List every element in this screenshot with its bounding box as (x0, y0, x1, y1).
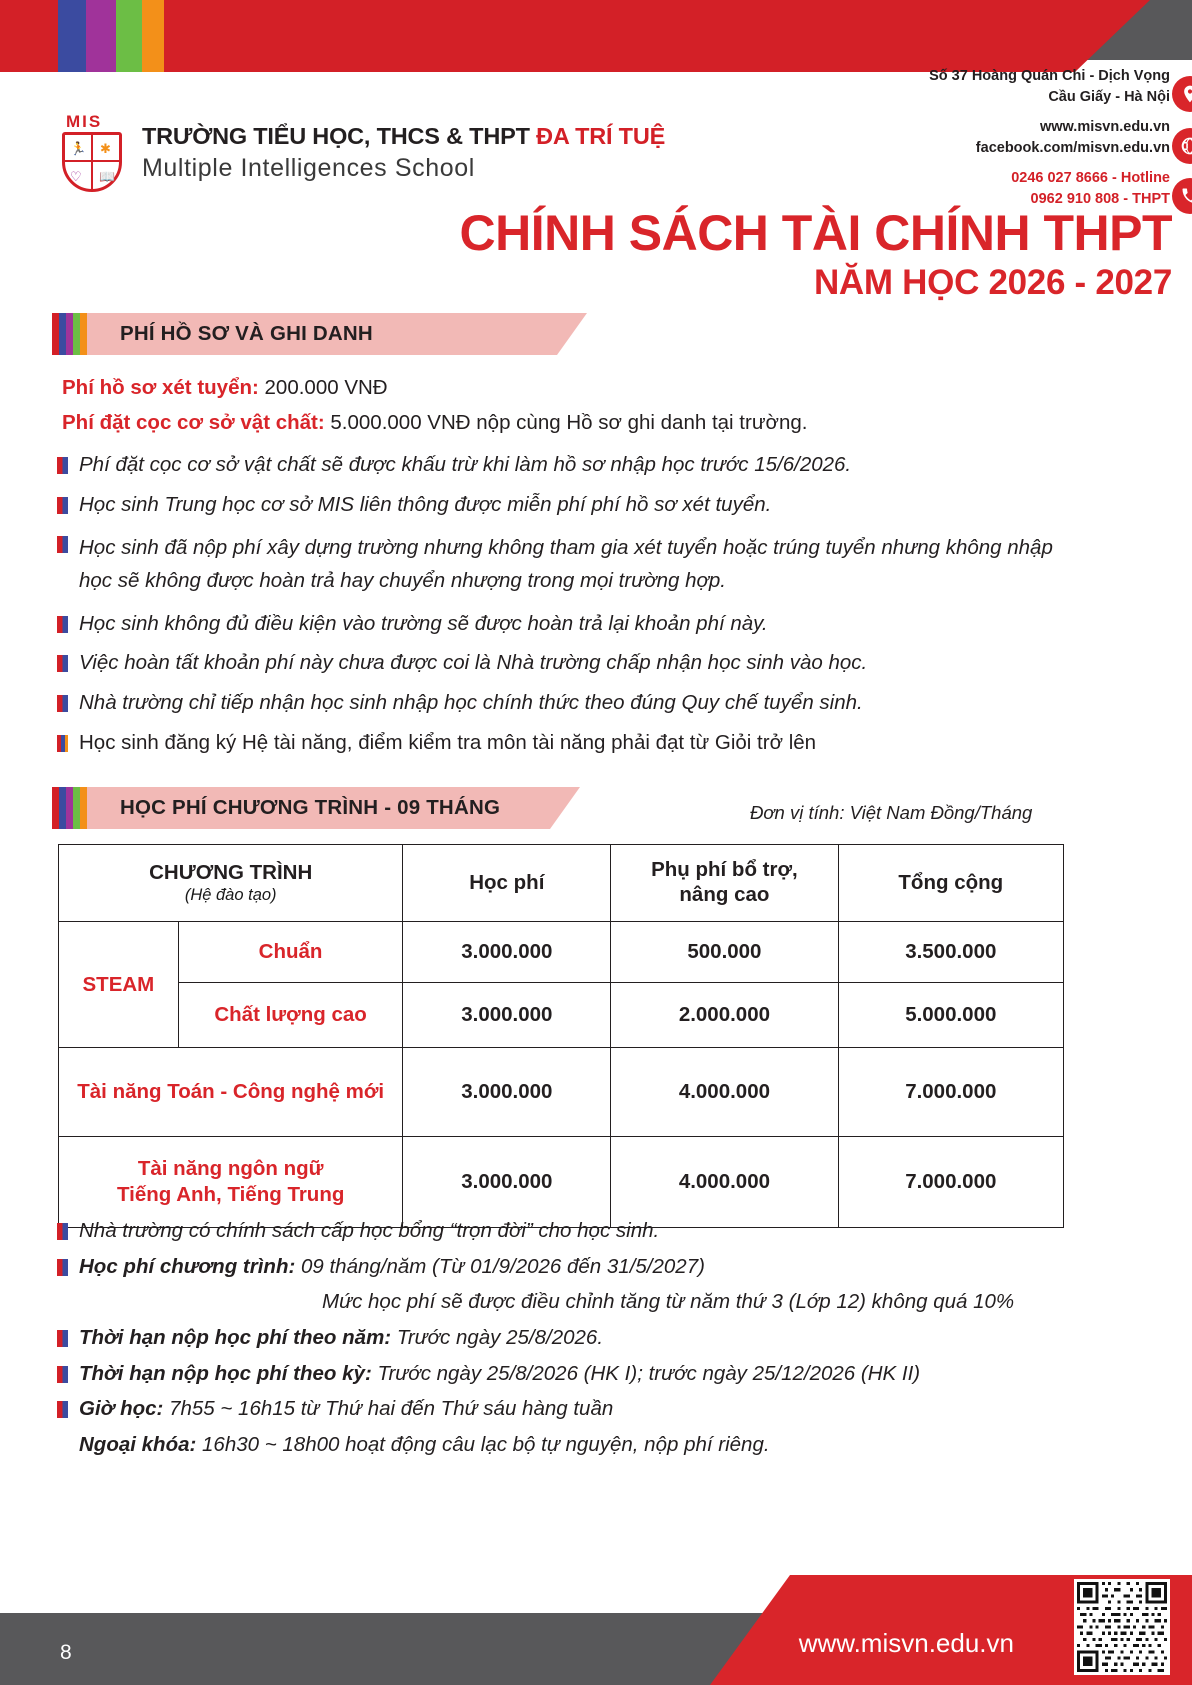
bullet-marker-icon (57, 457, 68, 474)
list-item (57, 1432, 1137, 1459)
cell-total: 3.500.000 (905, 940, 997, 963)
table-row (59, 1048, 1064, 1137)
contact-hotline: 0246 027 8666 - Hotline (1011, 170, 1170, 187)
cell-program: Chuẩn (258, 940, 323, 964)
list-item (57, 611, 1067, 638)
note-label: Giờ học: (79, 1397, 164, 1421)
cell-program-l1: Tài năng ngôn ngữ (137, 1157, 324, 1181)
school-name-vi-part1: TRƯỜNG TIỂU HỌC, THCS & THPT (142, 123, 537, 149)
list-item (57, 531, 1067, 597)
cell-program: Chất lượng cao (214, 1003, 367, 1027)
cell-total: 7.000.000 (905, 1080, 997, 1103)
globe-icon (1172, 128, 1192, 164)
col-header-program-sub: (Hệ đào tạo) (184, 886, 277, 905)
header-contact-block (840, 66, 1170, 219)
qr-code-icon (1074, 1579, 1170, 1675)
note-label: Học phí chương trình: (79, 1254, 296, 1278)
fee-deposit-line (62, 410, 808, 436)
fee-deposit-label: Phí đặt cọc cơ sở vật chất: (62, 411, 325, 434)
contact-facebook[interactable]: facebook.com/misvn.edu.vn (975, 140, 1170, 157)
cell-total: 7.000.000 (905, 1170, 997, 1193)
bullet-text: Việc hoàn tất khoản phí này chưa được coi là Nhà trường chấp nhận học sinh vào học. (79, 651, 868, 675)
top-decorative-banner (0, 0, 1192, 72)
bullet-marker-icon (57, 497, 68, 514)
table-row (59, 1137, 1064, 1228)
table-header-row (59, 845, 1064, 922)
fee-application-value: 200.000 VNĐ (258, 376, 388, 399)
bullet-text: Nhà trường chỉ tiếp nhận học sinh nhập học chính thức theo đúng Quy chế tuyển sinh. (79, 690, 863, 714)
location-pin-icon (1172, 76, 1192, 112)
list-item (57, 1396, 1137, 1423)
cell-tuition: 3.000.000 (461, 1003, 553, 1026)
bullet-text: Học sinh không đủ điều kiện vào trường sẽ được hoàn trả lại khoản phí này. (79, 611, 768, 635)
list-item (57, 1218, 1137, 1245)
list-item (57, 452, 1067, 479)
banner-red-shape (0, 0, 1192, 72)
table-row (59, 983, 1064, 1048)
page-number: 8 (60, 1641, 72, 1664)
note-text: Nhà trường có chính sách cấp học bổng “trọn đời” cho học sinh. (79, 1219, 660, 1242)
section2-heading: HỌC PHÍ CHƯƠNG TRÌNH - 09 THÁNG (120, 796, 501, 819)
bullet-marker-icon (57, 1259, 68, 1276)
list-item (57, 1289, 1137, 1316)
col-header-tuition: Học phí (469, 870, 545, 894)
note-label: Thời hạn nộp học phí theo năm: (79, 1325, 392, 1349)
page-title: CHÍNH SÁCH TÀI CHÍNH THPT (459, 205, 1172, 261)
school-name-vi-part2: ĐA TRÍ TUỆ (536, 123, 666, 149)
contact-website[interactable]: www.misvn.edu.vn (1040, 119, 1170, 136)
list-item (57, 730, 1067, 757)
cell-surcharge: 4.000.000 (678, 1170, 771, 1193)
bullet-text: Học sinh Trung học cơ sở MIS liên thông được miễn phí phí hồ sơ xét tuyển. (79, 492, 772, 516)
note-text: Trước ngày 25/8/2026 (HK I); trước ngày 25/12/2026 (HK II) (371, 1361, 921, 1385)
bullet-marker-icon (57, 735, 68, 752)
phone-icon (1172, 178, 1192, 214)
col-header-total: Tổng cộng (898, 870, 1004, 894)
cell-tuition: 3.000.000 (461, 1170, 553, 1193)
note-text: Trước ngày 25/8/2026. (391, 1325, 604, 1349)
school-name-en: Multiple Intelligences School (142, 154, 475, 182)
section2-notes-list (57, 1218, 1137, 1458)
shield-emblem-icon (62, 112, 128, 194)
table-row (59, 922, 1064, 983)
school-name-vi (142, 123, 665, 150)
page-footer (0, 1575, 1192, 1685)
bullet-marker-icon (57, 1366, 68, 1383)
bullet-text: Phí đặt cọc cơ sở vật chất sẽ được khấu trừ khi làm hồ sơ nhập học trước 15/6/2026. (79, 453, 852, 476)
cell-surcharge: 2.000.000 (678, 1003, 771, 1026)
bullet-marker-icon (57, 695, 68, 712)
contact-address-line2: Cầu Giấy - Hà Nội (1048, 89, 1170, 106)
fee-application-line (62, 375, 388, 401)
col-header-program: CHƯƠNG TRÌNH (149, 860, 313, 884)
page-subtitle: NĂM HỌC 2026 - 2027 (813, 263, 1172, 302)
col-header-surcharge-l1: Phụ phí bổ trợ, (651, 858, 798, 882)
list-item (57, 492, 1067, 519)
bullet-text: Học sinh đăng ký Hệ tài năng, điểm kiểm tra môn tài năng phải đạt từ Giỏi trở lên (79, 730, 817, 754)
note-text: 7h55 ~ 16h15 từ Thứ hai đến Thứ sáu hàng tuần (163, 1397, 614, 1421)
cell-surcharge: 500.000 (687, 940, 762, 963)
section-banner-tuition (52, 787, 580, 829)
heart-icon: ♡ (70, 169, 82, 184)
note-text: Mức học phí sẽ được điều chỉnh tăng từ năm thứ 3 (Lớp 12) không quá 10% (322, 1290, 1015, 1314)
contact-address-line1: Số 37 Hoàng Quán Chi - Dịch Vọng (929, 68, 1170, 84)
bullet-marker-icon (57, 1330, 68, 1347)
note-label: Ngoại khóa: (79, 1432, 197, 1456)
school-logo (62, 112, 665, 194)
list-item (57, 650, 1067, 677)
fee-deposit-value: 5.000.000 VNĐ nộp cùng Hồ sơ ghi danh tại trường. (324, 411, 808, 434)
tuition-fee-table (58, 844, 1064, 1228)
runner-icon: 🏃 (70, 141, 87, 156)
mis-monogram: MIS (66, 112, 103, 131)
book-icon: 📖 (99, 169, 116, 184)
contact-phone-thpt: 0962 910 808 - THPT (1030, 191, 1170, 208)
note-text: 09 tháng/năm (Từ 01/9/2026 đến 31/5/2027) (295, 1254, 705, 1278)
note-text: 16h30 ~ 18h00 hoạt động câu lạc bộ tự nguyện, nộp phí riêng. (196, 1432, 770, 1456)
cell-tuition: 3.000.000 (461, 1080, 553, 1103)
col-header-surcharge-l2: nâng cao (679, 883, 770, 906)
bullet-marker-icon (57, 1223, 68, 1240)
star-icon: ✱ (100, 141, 111, 156)
list-item (57, 1361, 1137, 1388)
section1-bullet-list (57, 452, 1067, 756)
fee-application-label: Phí hồ sơ xét tuyển: (62, 376, 259, 399)
cell-program-l2: Tiếng Anh, Tiếng Trung (116, 1183, 345, 1206)
cell-tuition: 3.000.000 (461, 940, 553, 963)
list-item (57, 1325, 1137, 1352)
list-item (57, 690, 1067, 717)
banner-color-stripes (0, 0, 164, 72)
cell-surcharge: 4.000.000 (678, 1080, 771, 1103)
footer-website-url[interactable]: www.misvn.edu.vn (798, 1628, 1014, 1658)
cell-program: Tài năng Toán - Công nghệ mới (77, 1080, 385, 1104)
table-unit-note: Đơn vị tính: Việt Nam Đồng/Tháng (750, 802, 1033, 823)
section-banner-fees (52, 313, 587, 355)
bullet-marker-icon (57, 536, 68, 553)
bullet-marker-icon (57, 616, 68, 633)
row-group-steam: STEAM (82, 972, 155, 996)
cell-total: 5.000.000 (905, 1003, 997, 1026)
list-item (57, 1254, 1137, 1281)
bullet-text: Học sinh đã nộp phí xây dựng trường nhưng không tham gia xét tuyển hoặc trúng tuyển nhưng không nhập học sẽ không được hoàn trả hay chuyển nhượng trong mọi trường hợp. (79, 536, 1053, 593)
bullet-marker-icon (57, 655, 68, 672)
section1-heading: PHÍ HỒ SƠ VÀ GHI DANH (120, 322, 373, 345)
note-label: Thời hạn nộp học phí theo kỳ: (79, 1361, 372, 1385)
bullet-marker-icon (57, 1401, 68, 1418)
